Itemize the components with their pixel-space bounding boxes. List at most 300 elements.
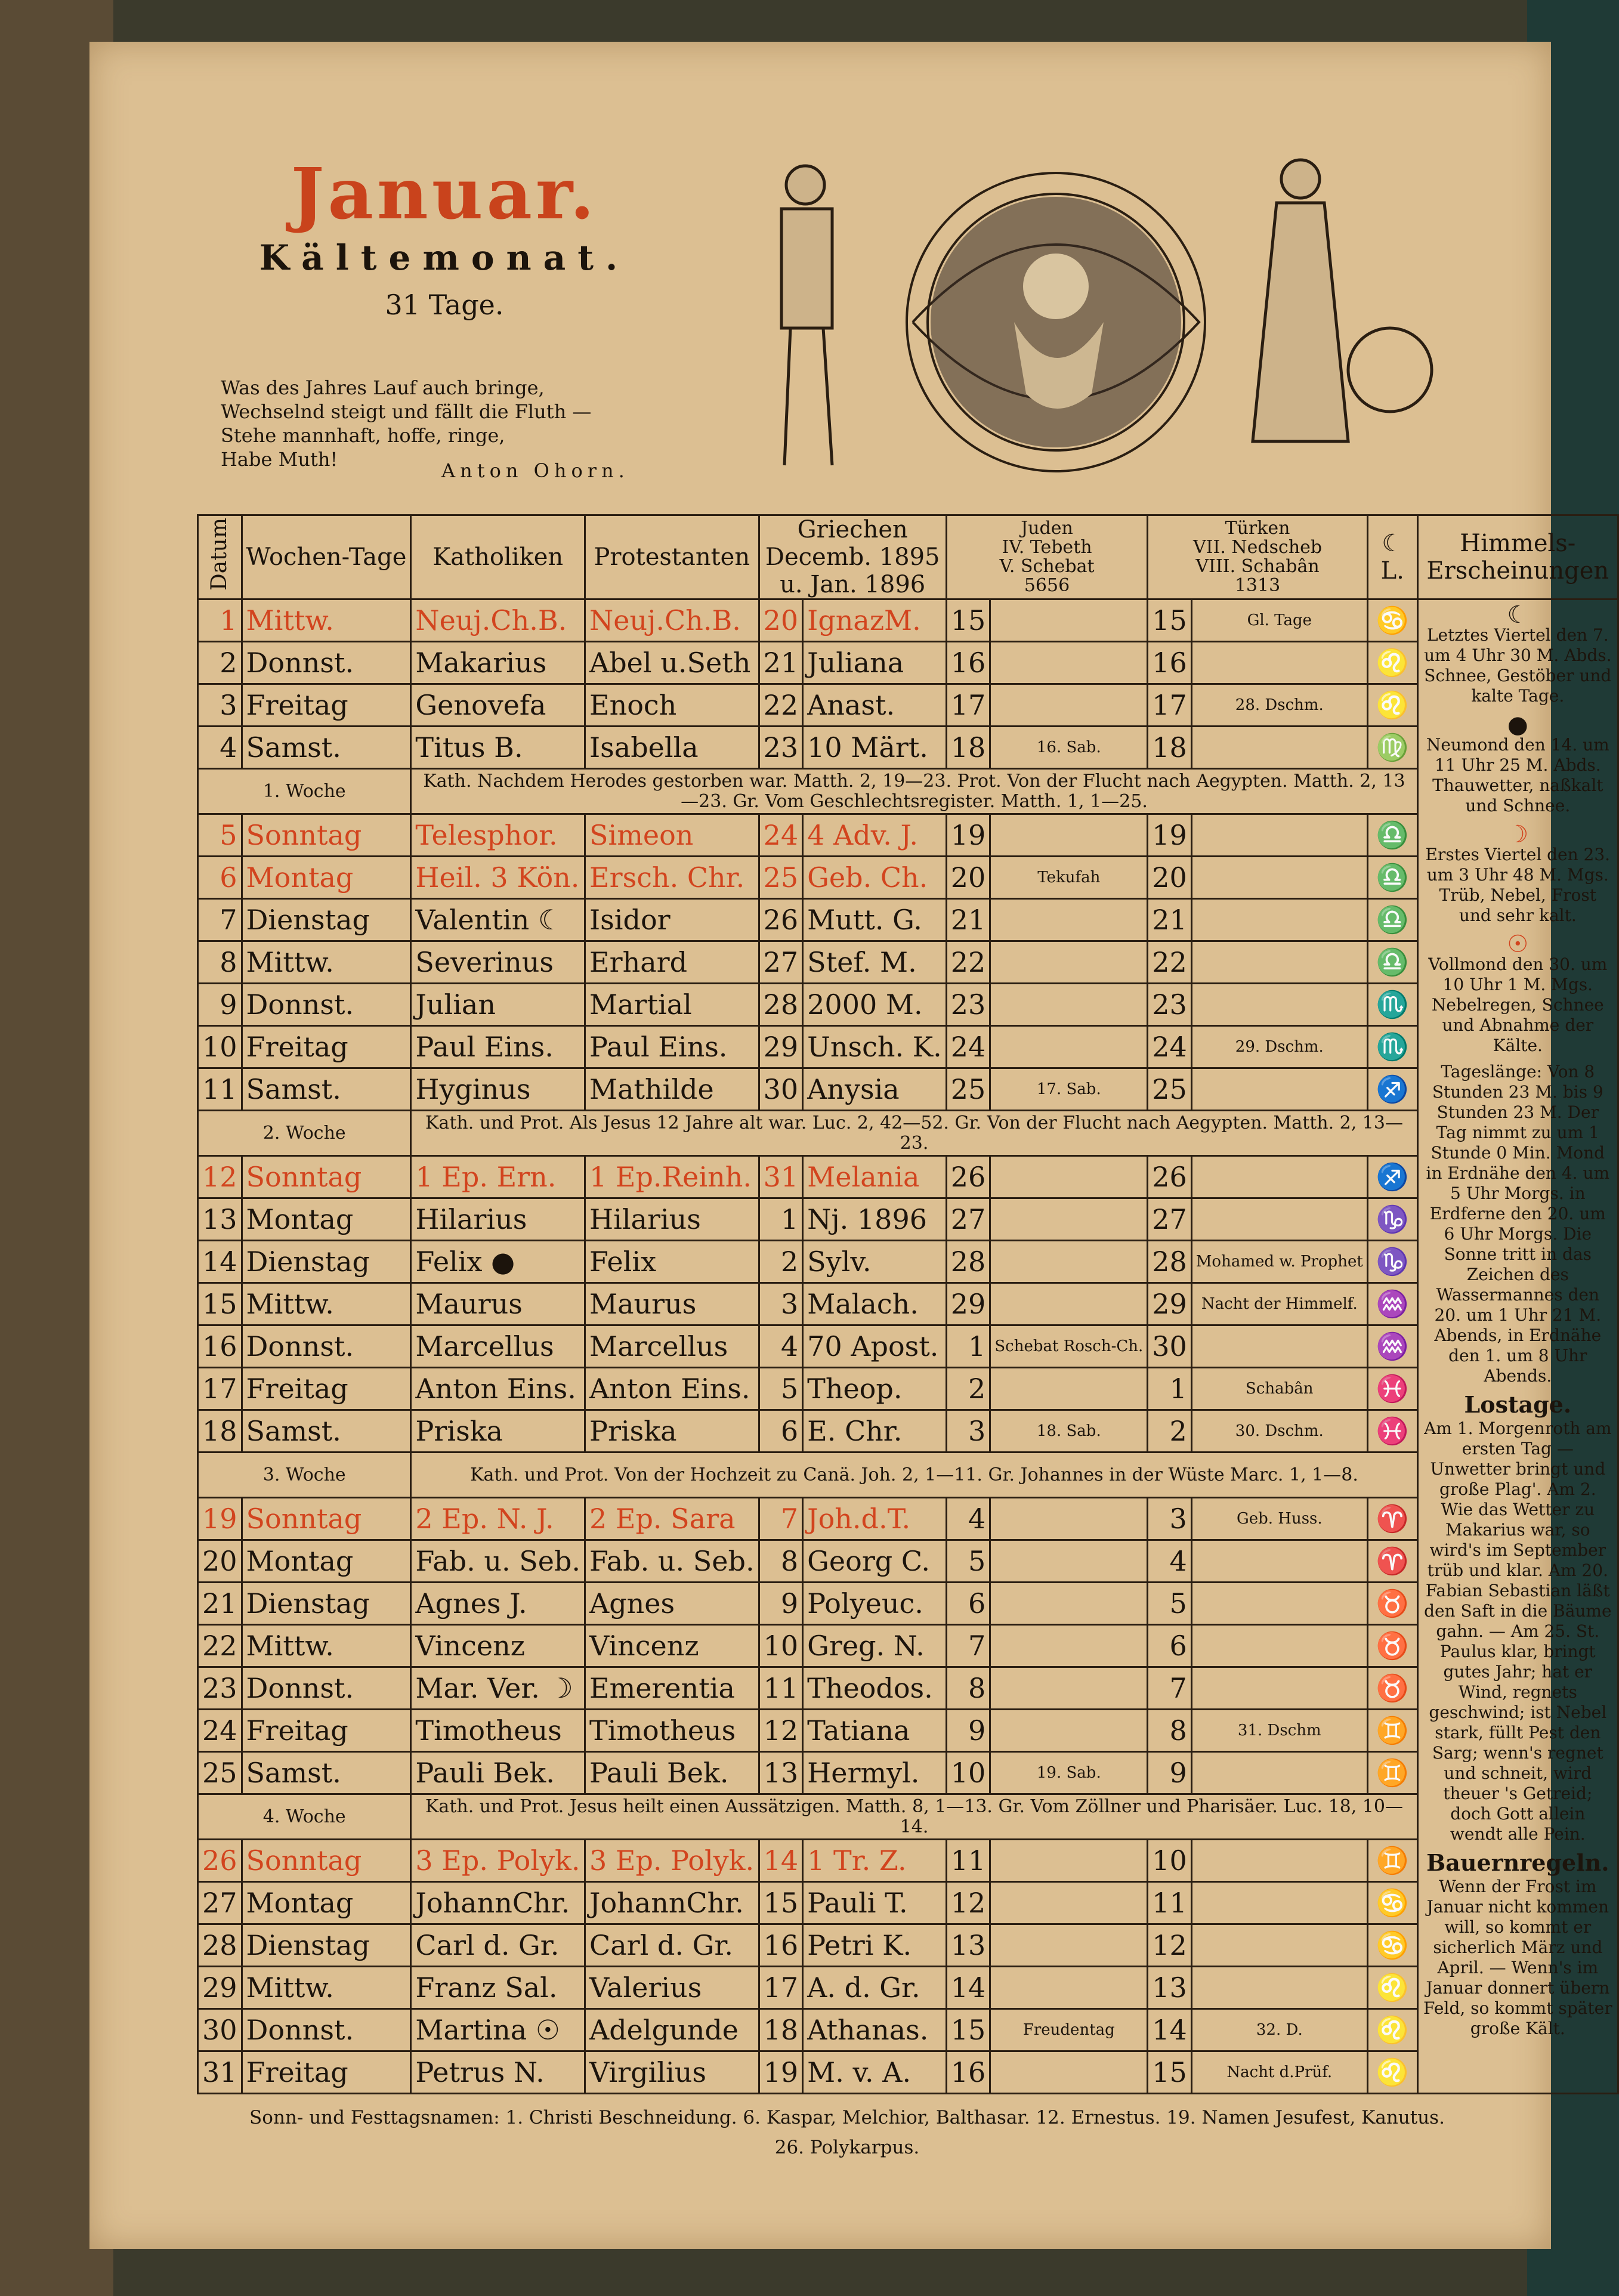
protestant-saint: Martial (585, 984, 759, 1026)
table-row (198, 1498, 1618, 1540)
turkish-note (1191, 1882, 1367, 1924)
zodiac-sign: ♍ (1367, 727, 1417, 769)
turkish-note: Nacht d.Prüf. (1191, 2051, 1367, 2094)
col-protestanten: Protestanten (585, 515, 759, 600)
weekday: Mittw. (242, 1967, 411, 2009)
bauernregeln-title: Bauernregeln. (1426, 1849, 1609, 1876)
weekday: Freitag (242, 684, 411, 727)
greek-name: Theodos. (803, 1667, 947, 1710)
greek-name: Anast. (803, 684, 947, 727)
day-number: 13 (198, 1198, 242, 1241)
turkish-day: 4 (1148, 1540, 1192, 1583)
greek-day: 31 (759, 1156, 803, 1198)
table-row (198, 1241, 1618, 1283)
greek-name: Petri K. (803, 1924, 947, 1967)
jewish-day: 8 (946, 1667, 990, 1710)
turkish-day: 3 (1148, 1498, 1192, 1540)
protestant-saint: Marcellus (585, 1325, 759, 1368)
zodiac-sign: ♐ (1367, 1156, 1417, 1198)
greek-day: 14 (759, 1840, 803, 1882)
poem-author: Anton Ohorn. (441, 459, 629, 482)
greek-name: Mutt. G. (803, 899, 947, 941)
weekday: Dienstag (242, 1924, 411, 1967)
table-row (198, 984, 1618, 1026)
zodiac-sign: ♌ (1367, 2051, 1417, 2094)
day-number: 3 (198, 684, 242, 727)
greek-day: 15 (759, 1882, 803, 1924)
greek-name: Unsch. K. (803, 1026, 947, 1068)
weekday: Mittw. (242, 1625, 411, 1667)
day-number: 2 (198, 642, 242, 684)
gospel-note: Kath. und Prot. Als Jesus 12 Jahre alt war. Luc. 2, 42—52. Gr. Von der Flucht nach Aegypten. Matth. 2, 13—23. (411, 1111, 1417, 1156)
greek-name: IgnazM. (803, 600, 947, 642)
table-row (198, 1840, 1618, 1882)
week-note-row (198, 769, 1618, 814)
day-number: 20 (198, 1540, 242, 1583)
jewish-day: 2 (946, 1368, 990, 1410)
zodiac-sign: ♌ (1367, 1967, 1417, 2009)
day-number: 9 (198, 984, 242, 1026)
zodiac-sign: ♉ (1367, 1667, 1417, 1710)
turkish-day: 15 (1148, 600, 1192, 642)
jewish-day: 5 (946, 1540, 990, 1583)
table-row (198, 814, 1618, 857)
table-row (198, 684, 1618, 727)
jewish-note (990, 684, 1148, 727)
turkish-day: 19 (1148, 814, 1192, 857)
jewish-note (990, 1625, 1148, 1667)
greek-day: 25 (759, 857, 803, 899)
day-number: 8 (198, 941, 242, 984)
protestant-saint: Anton Eins. (585, 1368, 759, 1410)
turkish-day: 30 (1148, 1325, 1192, 1368)
protestant-saint: Ersch. Chr. (585, 857, 759, 899)
greek-day: 7 (759, 1498, 803, 1540)
day-number: 27 (198, 1882, 242, 1924)
jewish-note (990, 1583, 1148, 1625)
turkish-note (1191, 1068, 1367, 1111)
table-row (198, 2009, 1618, 2051)
greek-day: 2 (759, 1241, 803, 1283)
catholic-saint: Titus B. (411, 727, 585, 769)
catholic-saint: Franz Sal. (411, 1967, 585, 2009)
greek-name: Nj. 1896 (803, 1198, 947, 1241)
jewish-note (990, 814, 1148, 857)
protestant-saint: Enoch (585, 684, 759, 727)
jewish-note: 16. Sab. (990, 727, 1148, 769)
weekday: Dienstag (242, 899, 411, 941)
poem-line: Stehe mannhaft, hoffe, ringe, (221, 424, 505, 447)
weekday: Freitag (242, 2051, 411, 2094)
turkish-day: 13 (1148, 1967, 1192, 2009)
protestant-saint: 2 Ep. Sara (585, 1498, 759, 1540)
week-label: 4. Woche (198, 1794, 411, 1840)
greek-name: 1 Tr. Z. (803, 1840, 947, 1882)
weekday: Montag (242, 1198, 411, 1241)
zodiac-sign: ♑ (1367, 1198, 1417, 1241)
jewish-day: 24 (946, 1026, 990, 1068)
col-griechen: Griechen Decemb. 1895 u. Jan. 1896 (759, 515, 946, 600)
day-number: 14 (198, 1241, 242, 1283)
greek-name: Melania (803, 1156, 947, 1198)
table-row (198, 1325, 1618, 1368)
jewish-day: 28 (946, 1241, 990, 1283)
jewish-note (990, 1540, 1148, 1583)
catholic-saint: Maurus (411, 1283, 585, 1325)
catholic-saint: Mar. Ver. ☽ (411, 1667, 585, 1710)
jewish-note (990, 1026, 1148, 1068)
jewish-day: 17 (946, 684, 990, 727)
turkish-day: 8 (1148, 1710, 1192, 1752)
protestant-saint: Simeon (585, 814, 759, 857)
turkish-note: Schabân (1191, 1368, 1367, 1410)
day-number: 23 (198, 1667, 242, 1710)
jewish-note (990, 1924, 1148, 1967)
turkish-day: 18 (1148, 727, 1192, 769)
day-number: 30 (198, 2009, 242, 2051)
catholic-saint: JohannChr. (411, 1882, 585, 1924)
day-number: 17 (198, 1368, 242, 1410)
protestant-saint: Maurus (585, 1283, 759, 1325)
moon-icon: ☽ (1507, 821, 1529, 848)
zodiac-sign: ♉ (1367, 1583, 1417, 1625)
table-row (198, 1156, 1618, 1198)
jewish-day: 11 (946, 1840, 990, 1882)
footer-line: 26. Polykarpus. (774, 2137, 920, 2158)
jewish-note: 19. Sab. (990, 1752, 1148, 1794)
turkish-day: 27 (1148, 1198, 1192, 1241)
zodiac-sign: ♊ (1367, 1752, 1417, 1794)
turkish-note (1191, 814, 1367, 857)
weekday: Freitag (242, 1710, 411, 1752)
table-row (198, 1583, 1618, 1625)
greek-day: 10 (759, 1625, 803, 1667)
col-mond: ☾ L. (1367, 515, 1417, 600)
protestant-saint: Pauli Bek. (585, 1752, 759, 1794)
catholic-saint: Pauli Bek. (411, 1752, 585, 1794)
greek-name: A. d. Gr. (803, 1967, 947, 2009)
protestant-saint: Mathilde (585, 1068, 759, 1111)
lostage-title: Lostage. (1464, 1391, 1572, 1418)
jewish-note (990, 1840, 1148, 1882)
table-row (198, 1283, 1618, 1325)
turkish-note (1191, 1924, 1367, 1967)
col-katholiken: Katholiken (411, 515, 585, 600)
day-number: 10 (198, 1026, 242, 1068)
turkish-note: 31. Dschm (1191, 1710, 1367, 1752)
zodiac-sign: ♊ (1367, 1710, 1417, 1752)
weekday: Donnst. (242, 1667, 411, 1710)
table-row (198, 1924, 1618, 1967)
greek-day: 16 (759, 1924, 803, 1967)
bauernregeln-text: Wenn der Frost im Januar nicht kommen will, so kommt er sicherlich März und April. — Wenn's im Januar donnert übern Feld, so kommt später große Kält. (1423, 1877, 1612, 2038)
turkish-day: 6 (1148, 1625, 1192, 1667)
greek-name: Sylv. (803, 1241, 947, 1283)
turkish-note (1191, 1583, 1367, 1625)
zodiac-sign: ♎ (1367, 899, 1417, 941)
greek-day: 1 (759, 1198, 803, 1241)
protestant-saint: Neuj.Ch.B. (585, 600, 759, 642)
protestant-saint: Isidor (585, 899, 759, 941)
jewish-day: 14 (946, 1967, 990, 2009)
weekday: Samst. (242, 1410, 411, 1453)
greek-day: 30 (759, 1068, 803, 1111)
jewish-note (990, 600, 1148, 642)
greek-day: 19 (759, 2051, 803, 2094)
turkish-note (1191, 1752, 1367, 1794)
zodiac-sign: ♈ (1367, 1540, 1417, 1583)
weekday: Donnst. (242, 2009, 411, 2051)
greek-name: 4 Adv. J. (803, 814, 947, 857)
turkish-day: 21 (1148, 899, 1192, 941)
jewish-day: 9 (946, 1710, 990, 1752)
greek-day: 20 (759, 600, 803, 642)
greek-day: 11 (759, 1667, 803, 1710)
turkish-day: 25 (1148, 1068, 1192, 1111)
jewish-day: 13 (946, 1924, 990, 1967)
table-row (198, 727, 1618, 769)
protestant-saint: Hilarius (585, 1198, 759, 1241)
turkish-note (1191, 857, 1367, 899)
zodiac-sign: ♓ (1367, 1410, 1417, 1453)
zodiac-sign: ♎ (1367, 941, 1417, 984)
turkish-note (1191, 1198, 1367, 1241)
jewish-note (990, 1283, 1148, 1325)
day-number: 29 (198, 1967, 242, 2009)
jewish-day: 6 (946, 1583, 990, 1625)
month-title: Januar. (291, 152, 598, 235)
turkish-day: 22 (1148, 941, 1192, 984)
poem (221, 376, 626, 471)
turkish-note (1191, 1967, 1367, 2009)
catholic-saint: Petrus N. (411, 2051, 585, 2094)
catholic-saint: 1 Ep. Ern. (411, 1156, 585, 1198)
poem-line: Habe Muth! (221, 448, 338, 471)
jewish-note (990, 941, 1148, 984)
greek-name: Tatiana (803, 1710, 947, 1752)
day-number: 7 (198, 899, 242, 941)
table-row (198, 2051, 1618, 2094)
catholic-saint: Heil. 3 Kön. (411, 857, 585, 899)
jewish-day: 21 (946, 899, 990, 941)
greek-day: 12 (759, 1710, 803, 1752)
catholic-saint: Genovefa (411, 684, 585, 727)
lostage-text: Am 1. Morgenroth am ersten Tag — Unwetter bringt und große Plag'. Am 2. Wie das Wetter zu Makarius war, so wird's im September trüb und klar. Am 20. Fabian Sebastian läßt den Saft in die Bäume gahn. — Am 25. St. Paulus klar, bringt gutes Jahr; hat er Wind, regnets geschwind; ist Nebel stark, füllt Pest den Sarg; wenn's regnet und schneit, wird theuer 's Getreid; doch Gott allein wendt alle Pein. (1424, 1419, 1612, 1844)
table-row (198, 1540, 1618, 1583)
weekday: Sonntag (242, 1840, 411, 1882)
turkish-note: Geb. Huss. (1191, 1498, 1367, 1540)
week-note-row (198, 1111, 1618, 1156)
protestant-saint: Adelgunde (585, 2009, 759, 2051)
week-note-row (198, 1453, 1618, 1498)
table-row (198, 1967, 1618, 2009)
catholic-saint: Martina ☉ (411, 2009, 585, 2051)
protestant-saint: 1 Ep.Reinh. (585, 1156, 759, 1198)
weekday: Samst. (242, 727, 411, 769)
turkish-note: Gl. Tage (1191, 600, 1367, 642)
protestant-saint: Timotheus (585, 1710, 759, 1752)
table-row (198, 600, 1618, 642)
greek-name: Greg. N. (803, 1625, 947, 1667)
turkish-note (1191, 642, 1367, 684)
zodiac-sign: ♑ (1367, 1241, 1417, 1283)
turkish-day: 20 (1148, 857, 1192, 899)
greek-day: 29 (759, 1026, 803, 1068)
day-number: 6 (198, 857, 242, 899)
jewish-note (990, 1967, 1148, 2009)
jewish-day: 29 (946, 1283, 990, 1325)
turkish-day: 23 (1148, 984, 1192, 1026)
protestant-saint: Agnes (585, 1583, 759, 1625)
table-row (198, 1752, 1618, 1794)
zodiac-sign: ♌ (1367, 684, 1417, 727)
catholic-saint: Hyginus (411, 1068, 585, 1111)
moon-icon: ☉ (1507, 931, 1529, 958)
turkish-note (1191, 1840, 1367, 1882)
catholic-saint: Agnes J. (411, 1583, 585, 1625)
turkish-day: 9 (1148, 1752, 1192, 1794)
jewish-day: 27 (946, 1198, 990, 1241)
turkish-note (1191, 1667, 1367, 1710)
table-row (198, 1068, 1618, 1111)
weekday: Mittw. (242, 941, 411, 984)
jewish-day: 15 (946, 600, 990, 642)
day-number: 1 (198, 600, 242, 642)
protestant-saint: Felix (585, 1241, 759, 1283)
greek-name: Theop. (803, 1368, 947, 1410)
jewish-note: 17. Sab. (990, 1068, 1148, 1111)
greek-name: Polyeuc. (803, 1583, 947, 1625)
protestant-saint: Carl d. Gr. (585, 1924, 759, 1967)
protestant-saint: 3 Ep. Polyk. (585, 1840, 759, 1882)
greek-name: E. Chr. (803, 1410, 947, 1453)
greek-day: 3 (759, 1283, 803, 1325)
catholic-saint: Felix ● (411, 1241, 585, 1283)
table-row (198, 1368, 1618, 1410)
weekday: Montag (242, 857, 411, 899)
moon-phase-text: Letztes Viertel den 7. um 4 Uhr 30 M. Abds. Schnee, Gestöber und kalte Tage. (1424, 625, 1612, 706)
catholic-saint: Anton Eins. (411, 1368, 585, 1410)
month-days: 31 Tage. (385, 288, 504, 321)
table-row (198, 1026, 1618, 1068)
protestant-saint: Paul Eins. (585, 1026, 759, 1068)
jewish-note (990, 642, 1148, 684)
day-number: 4 (198, 727, 242, 769)
weekday: Donnst. (242, 1325, 411, 1368)
day-number: 31 (198, 2051, 242, 2094)
table-row (198, 1667, 1618, 1710)
day-number: 24 (198, 1710, 242, 1752)
protestant-saint: Vincenz (585, 1625, 759, 1667)
jewish-note (990, 2051, 1148, 2094)
zodiac-sign: ♎ (1367, 857, 1417, 899)
turkish-note: 28. Dschm. (1191, 684, 1367, 727)
day-number: 28 (198, 1924, 242, 1967)
weekday: Sonntag (242, 1498, 411, 1540)
day-number: 11 (198, 1068, 242, 1111)
weekday: Dienstag (242, 1583, 411, 1625)
protestant-saint: Erhard (585, 941, 759, 984)
catholic-saint: Priska (411, 1410, 585, 1453)
jewish-note (990, 1882, 1148, 1924)
zodiac-sign: ♏ (1367, 984, 1417, 1026)
jewish-day: 1 (946, 1325, 990, 1368)
jewish-day: 22 (946, 941, 990, 984)
table-row (198, 1410, 1618, 1453)
turkish-day: 5 (1148, 1583, 1192, 1625)
jewish-note: Schebat Rosch-Ch. (990, 1325, 1148, 1368)
catholic-saint: Timotheus (411, 1710, 585, 1752)
weekday: Donnst. (242, 642, 411, 684)
turkish-day: 10 (1148, 1840, 1192, 1882)
greek-day: 13 (759, 1752, 803, 1794)
weekday: Freitag (242, 1368, 411, 1410)
catholic-saint: Hilarius (411, 1198, 585, 1241)
catholic-saint: 3 Ep. Polyk. (411, 1840, 585, 1882)
greek-day: 18 (759, 2009, 803, 2051)
jewish-note (990, 1498, 1148, 1540)
col-tuerken: Türken VII. Nedscheb VIII. Schabân 1313 (1148, 515, 1368, 600)
catholic-saint: Makarius (411, 642, 585, 684)
turkish-day: 16 (1148, 642, 1192, 684)
footer-line: Sonn- und Festtagsnamen: 1. Christi Beschneidung. 6. Kaspar, Melchior, Balthasar. 12. Ernestus. 19. Namen Jesufest, Kanutus. (249, 2107, 1445, 2128)
greek-name: Pauli T. (803, 1882, 947, 1924)
month-header (191, 152, 698, 321)
turkish-day: 12 (1148, 1924, 1192, 1967)
weekday: Sonntag (242, 1156, 411, 1198)
day-number: 5 (198, 814, 242, 857)
turkish-day: 17 (1148, 684, 1192, 727)
col-datum: Datum (198, 515, 242, 600)
jewish-note (990, 1710, 1148, 1752)
jewish-day: 20 (946, 857, 990, 899)
weekday: Freitag (242, 1026, 411, 1068)
protestant-saint: Virgilius (585, 2051, 759, 2094)
turkish-day: 14 (1148, 2009, 1192, 2051)
greek-day: 28 (759, 984, 803, 1026)
greek-day: 24 (759, 814, 803, 857)
gospel-note: Kath. und Prot. Jesus heilt einen Aussätzigen. Matth. 8, 1—13. Gr. Vom Zöllner und Pharisäer. Luc. 18, 10—14. (411, 1794, 1417, 1840)
jewish-note: Tekufah (990, 857, 1148, 899)
weekday: Sonntag (242, 814, 411, 857)
greek-name: Juliana (803, 642, 947, 684)
catholic-saint: Vincenz (411, 1625, 585, 1667)
protestant-saint: Priska (585, 1410, 759, 1453)
turkish-note: Mohamed w. Prophet (1191, 1241, 1367, 1283)
table-row (198, 1198, 1618, 1241)
day-number: 26 (198, 1840, 242, 1882)
catholic-saint: 2 Ep. N. J. (411, 1498, 585, 1540)
zodiac-sign: ♋ (1367, 600, 1417, 642)
jewish-day: 23 (946, 984, 990, 1026)
greek-day: 6 (759, 1410, 803, 1453)
greek-day: 4 (759, 1325, 803, 1368)
table-header-row (198, 515, 1618, 600)
gospel-note: Kath. Nachdem Herodes gestorben war. Matth. 2, 19—23. Prot. Von der Flucht nach Aegypten. Matth. 2, 13—23. Gr. Vom Geschlechtsregister. Matth. 1, 1—25. (411, 769, 1417, 814)
day-number: 12 (198, 1156, 242, 1198)
weekday: Montag (242, 1540, 411, 1583)
day-number: 21 (198, 1583, 242, 1625)
jewish-note (990, 984, 1148, 1026)
calendar-table (197, 514, 1619, 2094)
turkish-day: 11 (1148, 1882, 1192, 1924)
table-row (198, 857, 1618, 899)
weekday: Donnst. (242, 984, 411, 1026)
jewish-note: Freudentag (990, 2009, 1148, 2051)
weekday: Samst. (242, 1068, 411, 1111)
jewish-note: 18. Sab. (990, 1410, 1148, 1453)
zodiac-sign: ♋ (1367, 1882, 1417, 1924)
